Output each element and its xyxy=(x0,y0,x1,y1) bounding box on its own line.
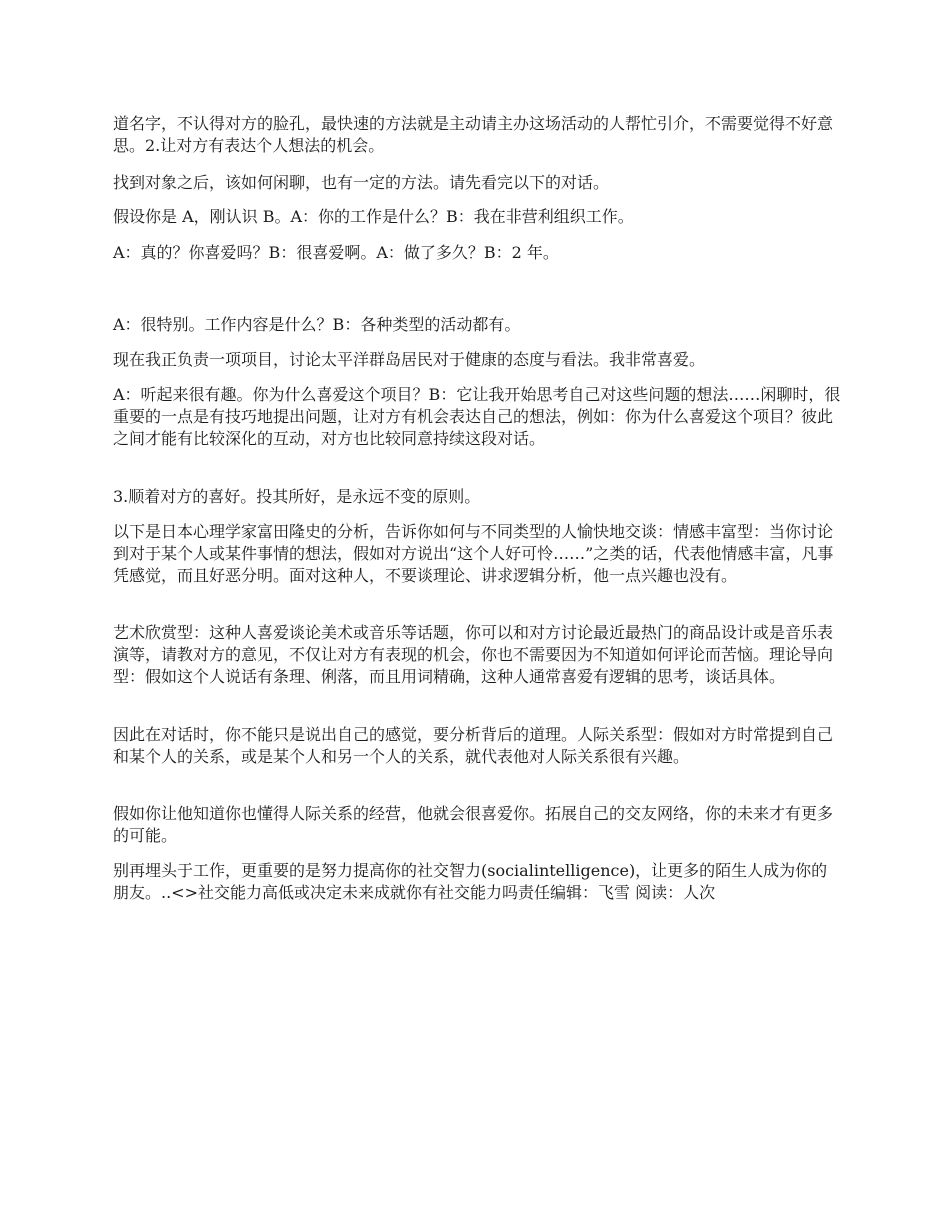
paragraph-10: 艺术欣赏型：这种人喜爱谈论美术或音乐等话题，你可以和对方讨论最近最热门的商品设计或是音乐表演等，请教对方的意见，不仅让对方有表现的机会，你也不需要因为不知道如何评论而苦恼。理论导向型：假如这个人说话有条理、俐落，而且用词精确，这种人通常喜爱有逻辑的思考，谈话具体。 xyxy=(113,623,834,686)
paragraph-6: 现在我正负责一项项目，讨论太平洋群岛居民对于健康的态度与看法。我非常喜爱。 xyxy=(113,350,706,369)
paragraph-1: 道名字，不认得对方的脸孔，最快速的方法就是主动请主办这场活动的人帮忙引介，不需要觉得不好意思。2.让对方有表达个人想法的机会。 xyxy=(113,114,834,155)
paragraph-7: A：听起来很有趣。你为什么喜爱这个项目？B：它让我开始思考自己对这些问题的想法……闲聊时，很重要的一点是有技巧地提出问题，让对方有机会表达自己的想法，例如：你为什么喜爱这个项目？彼此之间才能有比较深化的互动，对方也比较同意持续这段对话。 xyxy=(113,385,841,448)
paragraph-9: 以下是日本心理学家富田隆史的分析，告诉你如何与不同类型的人愉快地交谈：情感丰富型：当你讨论到对于某个人或某件事情的想法，假如对方说出“这个人好可怜……”之类的话，代表他情感丰富，凡事凭感觉，而且好恶分明。面对这种人，不要谈理论、讲求逻辑分析，他一点兴趣也没有。 xyxy=(113,522,834,585)
paragraph-13: 别再埋头于工作，更重要的是努力提高你的社交智力(socialintelligence)，让更多的陌生人成为你的朋友。..<>社交能力高低或决定未来成就你有社交能力吗责任编辑：飞雪 阅读：人次 xyxy=(113,861,828,902)
paragraph-5: A：很特别。工作内容是什么？B：各种类型的活动都有。 xyxy=(113,315,521,334)
paragraph-3: 假设你是 A，刚认识 B。A：你的工作是什么？B：我在非营利组织工作。 xyxy=(113,207,634,226)
paragraph-12: 假如你让他知道你也懂得人际关系的经营，他就会很喜爱你。拓展自己的交友网络，你的未来才有更多的可能。 xyxy=(113,804,834,845)
paragraph-4: A：真的？你喜爱吗？B：很喜爱啊。A：做了多久？B：2 年。 xyxy=(113,243,559,262)
paragraph-8: 3.顺着对方的喜好。投其所好，是永远不变的原则。 xyxy=(113,487,481,506)
paragraph-11: 因此在对话时，你不能只是说出自己的感觉，要分析背后的道理。人际关系型：假如对方时常提到自己和某个人的关系，或是某个人和另一个人的关系，就代表他对人际关系很有兴趣。 xyxy=(113,725,834,766)
paragraph-2: 找到对象之后，该如何闲聊，也有一定的方法。请先看完以下的对话。 xyxy=(113,173,610,192)
